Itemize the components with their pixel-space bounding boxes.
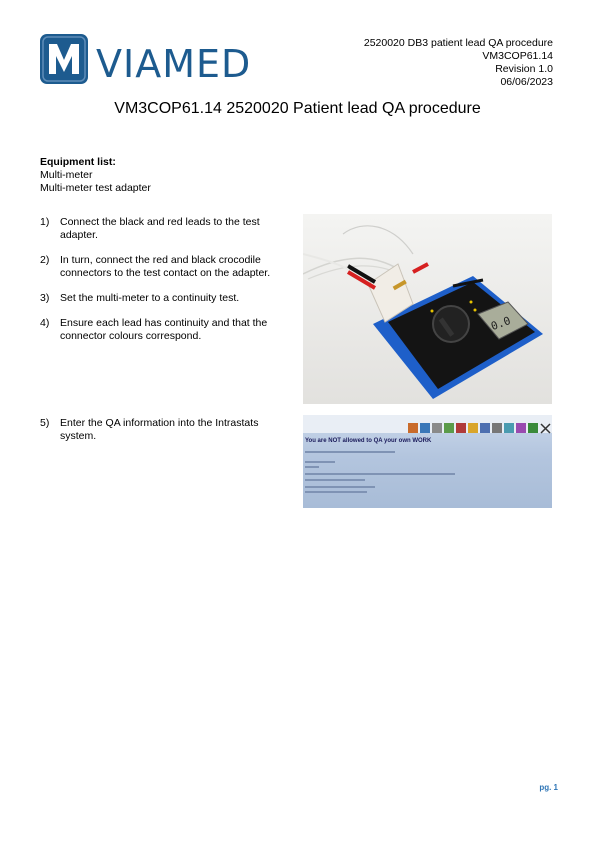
text-line: [305, 466, 319, 468]
step-number: 1): [40, 216, 50, 228]
svg-text:VIAMED: VIAMED: [96, 42, 252, 86]
equipment-item: Multi-meter: [40, 169, 93, 181]
step-text: Set the multi-meter to a continuity test.: [60, 292, 240, 304]
text-line: [305, 473, 455, 475]
equipment-item: Multi-meter test adapter: [40, 182, 151, 194]
step-number: 3): [40, 292, 50, 304]
text-line: [305, 479, 365, 481]
doc-date: 06/06/2023: [500, 76, 553, 88]
step-text: In turn, connect the red and black crocodile connectors to the test contact on the adapter.: [60, 254, 271, 279]
text-line: [305, 491, 367, 493]
step-2: [40, 254, 285, 279]
step-1: [40, 216, 285, 241]
doc-code: VM3COP61.14: [482, 50, 553, 62]
step-text: Enter the QA information into the Intrastats system.: [60, 417, 259, 442]
page-title: VM3COP61.14 2520020 Patient lead QA procedure: [114, 100, 481, 117]
revision: Revision 1.0: [495, 63, 553, 75]
step-3: [40, 292, 285, 305]
qa-warning-message: You are NOT allowed to QA your own WORK: [305, 438, 432, 444]
equipment-heading: Equipment list:: [40, 156, 116, 168]
step-text: Connect the black and red leads to the test adapter.: [60, 216, 260, 241]
viamed-logo: [40, 34, 285, 86]
step-4: [40, 317, 285, 342]
equipment-list: [40, 156, 151, 195]
text-line: [305, 451, 395, 453]
page-number: pg. 1: [539, 783, 558, 792]
step-number: 4): [40, 317, 50, 329]
multimeter-photo: [303, 214, 552, 404]
text-line: [305, 461, 335, 463]
doc-reference: 2520020 DB3 patient lead QA procedure: [363, 37, 553, 49]
toolbar-icons: [408, 423, 552, 434]
step-number: 5): [40, 417, 50, 429]
text-line: [305, 486, 375, 488]
intrastats-screenshot: [303, 415, 552, 508]
meter-display: 0.0: [489, 314, 513, 334]
step-text: Ensure each lead has continuity and that the connector colours correspond.: [60, 317, 268, 342]
step-number: 2): [40, 254, 50, 266]
document-header: [364, 37, 553, 89]
step-5: [40, 417, 285, 442]
